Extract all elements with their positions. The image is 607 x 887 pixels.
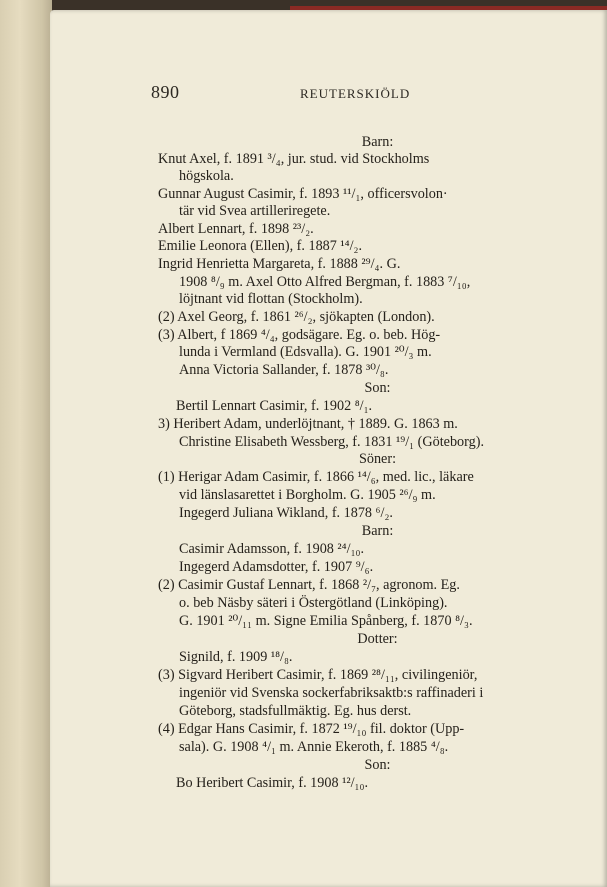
text-line: (1) Herigar Adam Casimir, f. 1866 ¹⁴/₆, med. lic., läkare xyxy=(158,469,474,485)
text-line: Ingrid Henrietta Margareta, f. 1888 ²⁹/₄. G. xyxy=(158,256,401,272)
text-line: högskola. xyxy=(179,168,234,184)
text-line: Dotter: xyxy=(357,631,398,647)
text-line: Ingegerd Adamsdotter, f. 1907 ⁹/₆. xyxy=(179,559,374,575)
text-line: 1908 ⁸/₉ m. Axel Otto Alfred Bergman, f. 1883 ⁷/₁₀, xyxy=(179,274,471,290)
text-line: Son: xyxy=(364,380,391,396)
text-line: Bertil Lennart Casimir, f. 1902 ⁸/₁. xyxy=(176,398,373,414)
text-line: G. 1901 ²⁰/₁₁ m. Signe Emilia Spånberg, f. 1870 ⁸/₃. xyxy=(179,613,473,629)
text-line: Gunnar August Casimir, f. 1893 ¹¹/₁, officersvolon· xyxy=(158,186,448,202)
page-number: 890 xyxy=(151,82,180,102)
text-line: sala). G. 1908 ⁴/₁ m. Annie Ekeroth, f. 1885 ⁴/₈. xyxy=(179,739,449,755)
text-line: Signild, f. 1909 ¹⁸/₈. xyxy=(179,649,293,665)
text-line: (3) Sigvard Heribert Casimir, f. 1869 ²⁸/₁₁, civilingeniör, xyxy=(158,667,478,683)
text-line: löjtnant vid flottan (Stockholm). xyxy=(179,291,363,307)
text-line: lunda i Vermland (Edsvalla). G. 1901 ²⁰/₃ m. xyxy=(179,344,432,360)
text-line: Barn: xyxy=(361,523,394,539)
running-head: REUTERSKIÖLD xyxy=(300,86,411,101)
text-line: Söner: xyxy=(358,451,397,467)
text-line: (2) Axel Georg, f. 1861 ²⁶/₂, sjökapten (London). xyxy=(158,309,435,325)
text-line: Ingegerd Juliana Wikland, f. 1878 ⁶/₂. xyxy=(179,505,393,521)
page-header xyxy=(0,82,607,106)
text-line: Son: xyxy=(364,757,391,773)
text-line: tär vid Svea artilleriregete. xyxy=(179,203,331,219)
text-line: 3) Heribert Adam, underlöjtnant, † 1889. G. 1863 m. xyxy=(158,416,458,432)
text-line: (4) Edgar Hans Casimir, f. 1872 ¹⁹/₁₀ fil. doktor (Upp- xyxy=(158,721,465,737)
text-line: (3) Albert, f 1869 ⁴/₄, godsägare. Eg. o. beb. Hög- xyxy=(158,327,441,343)
text-line: ingeniör vid Svenska sockerfabriksaktb:s raffinaderi i xyxy=(179,685,484,701)
text-line: Albert Lennart, f. 1898 ²³/₂. xyxy=(158,221,314,237)
text-line: Emilie Leonora (Ellen), f. 1887 ¹⁴/₂. xyxy=(158,238,363,254)
text-line: (2) Casimir Gustaf Lennart, f. 1868 ²/₇, agronom. Eg. xyxy=(158,577,460,593)
text-line: Christine Elisabeth Wessberg, f. 1831 ¹⁹/₁ (Göteborg). xyxy=(179,434,484,450)
text-line: Göteborg, stadsfullmäktig. Eg. hus derst. xyxy=(179,703,412,719)
text-line: Anna Victoria Sallander, f. 1878 ³⁰/₈. xyxy=(179,362,389,378)
text-line: Knut Axel, f. 1891 ³/₄, jur. stud. vid Stockholms xyxy=(158,151,430,167)
text-line: Barn: xyxy=(361,134,394,150)
text-line: Casimir Adamsson, f. 1908 ²⁴/₁₀. xyxy=(179,541,365,557)
text-line: vid länslasarettet i Borgholm. G. 1905 ²⁶/₉ m. xyxy=(179,487,436,503)
text-line: Bo Heribert Casimir, f. 1908 ¹²/₁₀. xyxy=(176,775,368,791)
text-line: o. beb Näsby säteri i Östergötland (Linköping). xyxy=(179,595,448,611)
book-binding xyxy=(0,0,52,887)
